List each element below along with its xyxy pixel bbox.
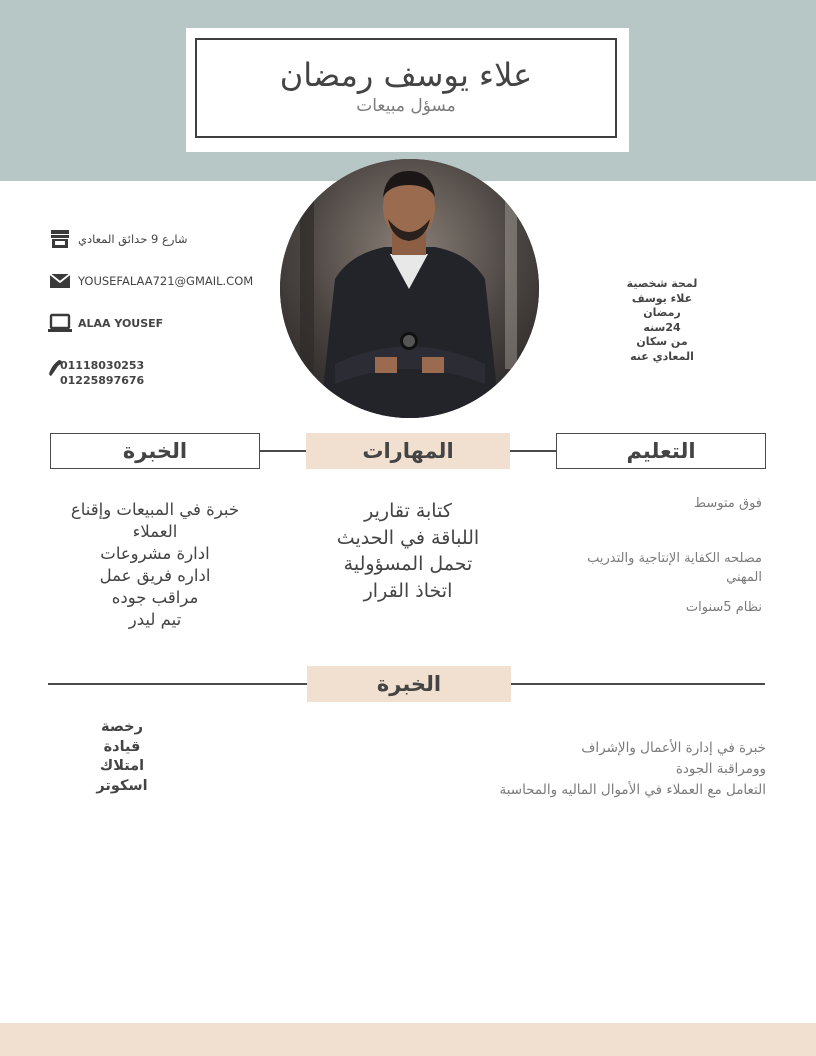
skills-heading: المهارات xyxy=(306,433,510,469)
full-name: علاء يوسف رمضان xyxy=(279,56,533,94)
list-item: التعامل مع العملاء في الأموال الماليه والمحاسبة xyxy=(499,782,766,798)
mail-icon xyxy=(48,271,72,291)
list-item: كتابة تقارير xyxy=(364,500,452,522)
list-item: اسكوتر xyxy=(96,777,148,794)
contact-profile xyxy=(48,313,163,333)
contact-phone xyxy=(48,358,144,388)
list-item: اداره فريق عمل xyxy=(99,566,211,585)
personal-line: علاء يوسف xyxy=(631,291,693,305)
footer-band xyxy=(0,1023,816,1056)
education-level: فوق متوسط xyxy=(694,496,762,511)
list-item: رخصة xyxy=(101,719,143,735)
list-item: تحمل المسؤولية xyxy=(343,553,473,575)
profile-photo xyxy=(280,159,539,418)
list-item: اللباقة في الحديث xyxy=(336,526,480,549)
email-link[interactable]: YOUSEFALAA721@GMAIL.COM xyxy=(78,274,254,288)
contact-email xyxy=(48,271,253,291)
section-divider-right xyxy=(510,450,558,452)
contact-address xyxy=(48,229,188,249)
phone-number-1[interactable]: 01118030253 xyxy=(60,359,145,372)
profile-name[interactable]: ALAA YOUSEF xyxy=(78,316,164,330)
personal-line: رمضان xyxy=(643,306,681,319)
section-divider-left xyxy=(260,450,308,452)
name-frame xyxy=(195,38,617,138)
address-text: شارع 9 حدائق المعادي xyxy=(78,232,188,246)
education-heading: التعليم xyxy=(556,433,766,469)
experience-details xyxy=(499,738,766,801)
name-card xyxy=(186,28,629,152)
personal-heading: لمحة شخصية xyxy=(626,277,698,290)
phone-numbers xyxy=(60,358,144,388)
skills-list xyxy=(300,498,516,604)
personal-line: من سكان xyxy=(636,335,688,348)
phone-number-2[interactable]: 01225897676 xyxy=(60,374,145,387)
list-item: ادارة مشروعات xyxy=(100,544,210,563)
job-title: مسؤل مبيعات xyxy=(356,96,456,116)
personal-line: 24سنه xyxy=(643,320,681,334)
list-item: مراقب جوده xyxy=(111,588,199,607)
section-divider-right-2 xyxy=(510,683,765,685)
experience-list xyxy=(50,499,260,631)
list-item: وومراقبة الجودة xyxy=(675,761,766,777)
list-item: خبرة في المبيعات وإقناع العملاء xyxy=(70,500,240,541)
experience-heading: الخبرة xyxy=(50,433,260,469)
list-item: اتخاذ القرار xyxy=(363,579,453,602)
list-item: امتلاك xyxy=(99,758,145,774)
education-system: نظام 5سنوات xyxy=(685,600,762,615)
laptop-icon xyxy=(48,313,72,333)
list-item: تيم ليدر xyxy=(128,610,182,629)
section-divider-left-2 xyxy=(48,683,308,685)
personal-line: المعادي عنه xyxy=(630,349,694,363)
list-item: قيادة xyxy=(103,738,141,755)
storefront-icon xyxy=(48,229,72,249)
list-item: خبرة في إدارة الأعمال والإشراف xyxy=(581,740,766,756)
education-institution: مصلحه الكفاية الإنتاجية والتدريب المهني xyxy=(587,551,762,585)
license-block xyxy=(70,718,174,796)
experience-heading-2: الخبرة xyxy=(307,666,511,702)
personal-summary xyxy=(600,277,724,364)
